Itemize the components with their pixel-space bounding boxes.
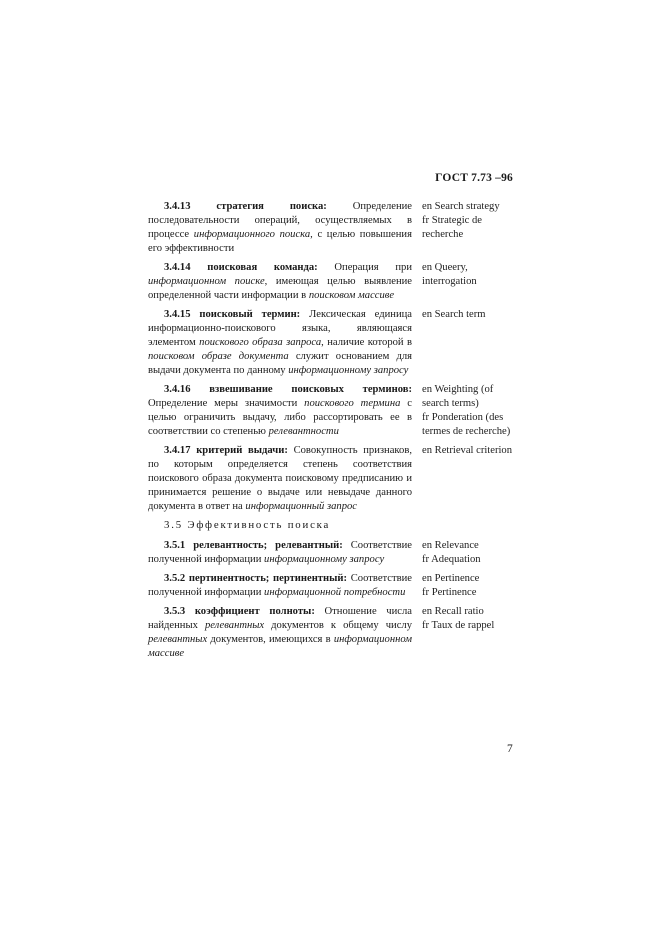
entry-cross-reference: релевантности (268, 426, 339, 437)
translation-equivalent: en Pertinence (422, 573, 480, 584)
entry-term: взвешивание поисковых терминов: (209, 384, 412, 395)
entry-number: 3.5.2 (164, 573, 186, 584)
entry-cross-reference: поискового термина (304, 398, 401, 409)
entry-term: релевантность; релевантный: (193, 540, 343, 551)
entry-definition (148, 605, 412, 661)
entry-cross-reference: релевантных (204, 620, 265, 631)
entry-cross-reference: информационном поиске (148, 276, 265, 287)
entry-translations (422, 605, 520, 633)
entry-term: коэффициент полноты: (194, 606, 315, 617)
entry-number: 3.4.13 (164, 201, 191, 212)
entry-cross-reference: информационному запросу (264, 554, 385, 565)
entry-cross-reference: релевантных (148, 634, 208, 645)
translation-equivalent: en Retrieval criterion (422, 445, 513, 456)
entry-definition (148, 261, 412, 303)
glossary-entry (148, 539, 520, 567)
entry-text: Определение меры значимости (148, 398, 305, 409)
entry-term: поисковый термин: (199, 309, 301, 320)
entry-translations (422, 572, 520, 600)
entry-number: 3.5.1 (164, 540, 186, 551)
entry-cross-reference: информационном массиве (148, 634, 412, 659)
glossary-entry (148, 572, 520, 600)
entry-term: поисковая команда: (207, 262, 318, 273)
entries-section-3-5 (148, 539, 520, 661)
glossary-entry (148, 605, 520, 661)
glossary-entry (148, 444, 520, 514)
entry-number: 3.4.15 (164, 309, 191, 320)
entry-number: 3.5.3 (164, 606, 186, 617)
translation-equivalent: en Queery, interrogation (422, 262, 477, 287)
entry-number: 3.4.14 (164, 262, 191, 273)
translation-equivalent: fr Ponderation (des termes de recherche) (422, 412, 511, 437)
entry-term: пертинентность; пертинентный: (188, 573, 348, 584)
entry-number: 3.4.17 (164, 445, 191, 456)
entry-number: 3.4.16 (164, 384, 191, 395)
entry-definition (148, 539, 412, 567)
page-number: 7 (507, 743, 513, 755)
entry-text: с целью повышения его эффективности (148, 229, 412, 254)
entry-cross-reference: информационный запрос (245, 501, 358, 512)
entry-cross-reference: информационной потребности (264, 587, 406, 598)
entry-text: Лексическая единица информационно-поискового языка, являющаяся элементом (148, 309, 412, 348)
entry-text: , наличие которой в (321, 337, 413, 348)
entry-text: Отношение числа найденных (148, 606, 412, 631)
entry-cross-reference: информационному запросу (288, 365, 409, 376)
entry-definition (148, 383, 412, 439)
entry-translations (422, 200, 520, 242)
translation-equivalent: en Relevance (422, 540, 479, 551)
entry-definition (148, 200, 412, 256)
entry-definition (148, 308, 412, 378)
entry-translations (422, 539, 520, 567)
entry-translations (422, 383, 520, 439)
translation-equivalent: fr Adequation (422, 554, 481, 565)
entry-cross-reference: поискового образа запроса (199, 337, 322, 348)
glossary-entry (148, 383, 520, 439)
entry-text: документов к общему числу (264, 620, 412, 631)
standard-header: ГОСТ 7.73 –96 (435, 172, 513, 184)
entry-text: Соответствие полученной информации (148, 540, 412, 565)
entry-translations (422, 308, 520, 322)
entry-cross-reference: поисковом массиве (308, 290, 395, 301)
entry-text: документов, имеющихся в (207, 634, 334, 645)
entry-text: с целью ограничить выдачу, либо рассортировать ее в соответствии со степенью (148, 398, 412, 437)
translation-equivalent: fr Taux de rappel (422, 620, 495, 631)
entry-text: Определение последовательности операций, осуществляемых в процессе (148, 201, 413, 240)
entry-definition (148, 572, 412, 600)
translation-equivalent: en Weighting (of search terms) (422, 384, 494, 409)
translation-equivalent: en Search term (422, 309, 486, 320)
entry-definition (148, 444, 412, 514)
translation-equivalent: en Search strategy (422, 201, 500, 212)
glossary-entry (148, 200, 520, 256)
entries-section-3-4 (148, 200, 520, 514)
entry-translations (422, 261, 520, 289)
entry-text: , имеющая целью выявление определенной части информации в (148, 276, 413, 301)
entry-text: служит основанием для выдачи документа по данному (148, 351, 413, 376)
section-title: 3.5 Эффективность поиска (164, 519, 331, 531)
translation-equivalent: en Recall ratio (422, 606, 484, 617)
translation-equivalent: fr Strategic de recherche (422, 215, 483, 240)
entry-text: Соответствие полученной информации (148, 573, 412, 598)
glossary-entry (148, 308, 520, 378)
entry-term: критерий выдачи: (196, 445, 288, 456)
entry-text: Операция при (317, 262, 413, 273)
entry-translations (422, 444, 520, 458)
glossary-entry (148, 261, 520, 303)
translation-equivalent: fr Pertinence (422, 587, 477, 598)
glossary (148, 200, 520, 666)
entry-text: Совокупность признаков, по которым определяется степень соответствия поискового образа документа поисковому предписанию и принимается решение о выдаче или невыдаче данного документа в ответ на (148, 445, 412, 512)
entry-cross-reference: поисковом образе документа (148, 351, 289, 362)
entry-cross-reference: информационного поиска, (193, 229, 313, 240)
entry-term: стратегия поиска: (216, 201, 327, 212)
